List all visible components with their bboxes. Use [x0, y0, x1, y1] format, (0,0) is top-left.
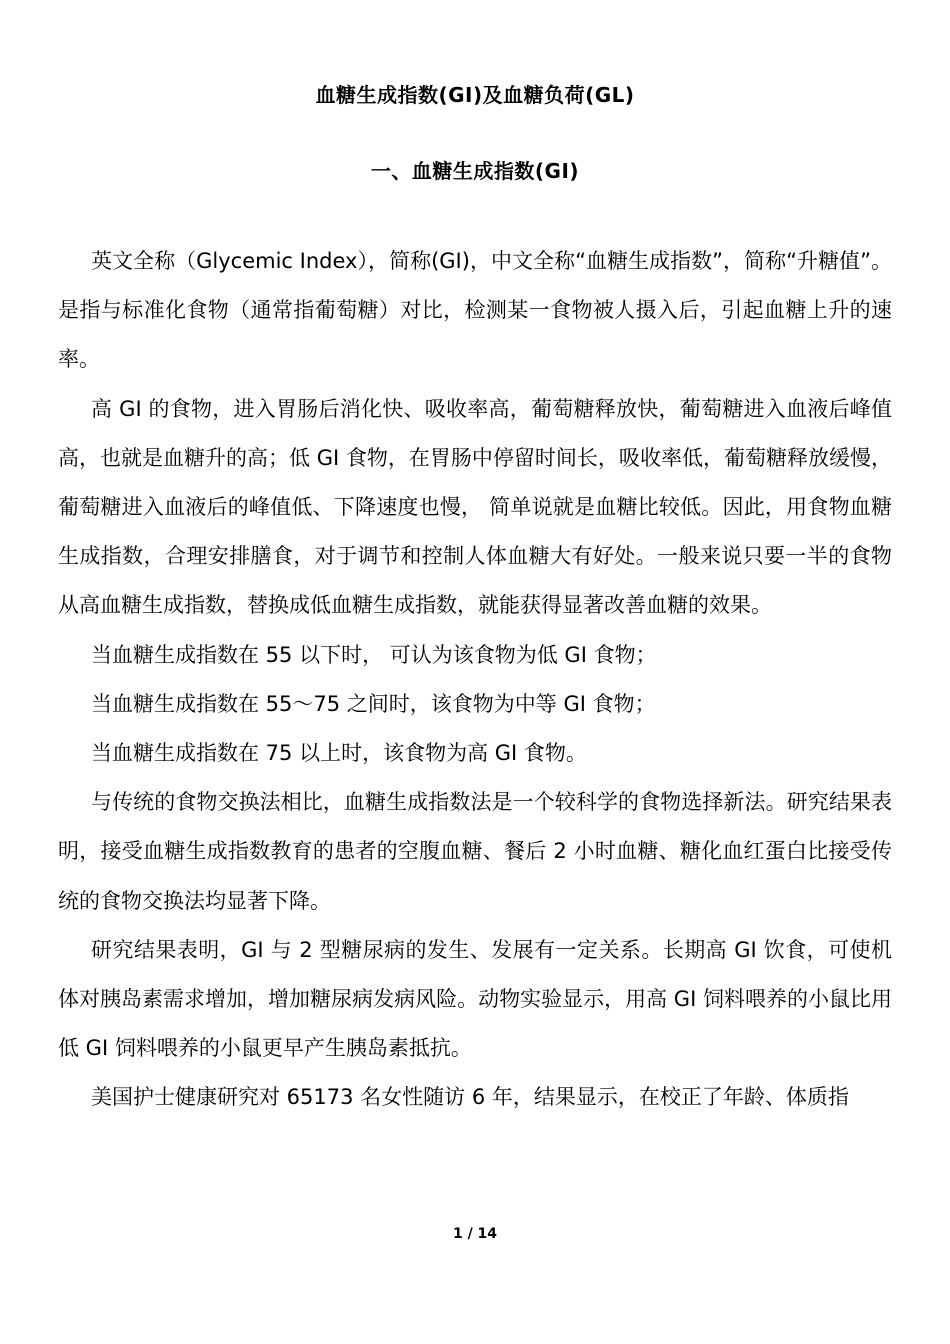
- paragraph-nurses-study: 美国护士健康研究对 65173 名女性随访 6 年，结果显示，在校正了年龄、体质指: [91, 1085, 849, 1110]
- paragraph-high-gi-threshold: 当血糖生成指数在 75 以上时，该食物为高 GI 食物。: [91, 741, 587, 766]
- paragraph-low-gi-threshold: 当血糖生成指数在 55 以下时， 可认为该食物为低 GI 食物；: [91, 642, 657, 667]
- paragraph-high-low-gi: 高 GI 的食物，进入胃肠后消化快、吸收率高，葡萄糖释放快，葡萄糖进入血液后峰值高，也就是血糖升的高；低 GI 食物，在胃肠中停留时间长，吸收率低，葡萄糖释放缓慢，葡萄糖进入血液后的峰值低、下降速度也慢， 简单说就是血糖比较低。因此，用食物血糖生成指数，合理安排膳食，对于调节和控制人体血糖大有好处。一般来说只要一半的食物从高血糖生成指数，替换成低血糖生成指数，就能获得显著改善血糖的效果。: [58, 396, 892, 618]
- paragraph-comparison: 与传统的食物交换法相比，血糖生成指数法是一个较科学的食物选择新法。研究结果表明，接受血糖生成指数教育的患者的空腹血糖、餐后 2 小时血糖、糖化血红蛋白比接受传统的食物交换法均显著下降。: [58, 790, 892, 913]
- document-title: 血糖生成指数(GI)及血糖负荷(GL): [315, 83, 635, 107]
- page-number: 1 / 14: [452, 1226, 498, 1242]
- paragraph-medium-gi-threshold: 当血糖生成指数在 55～75 之间时，该食物为中等 GI 食物；: [91, 691, 656, 716]
- paragraph-definition: 英文全称（Glycemic Index），简称(GI)，中文全称“血糖生成指数”，简称“升糖值”。是指与标准化食物（通常指葡萄糖）对比，检测某一食物被人摄入后，引起血糖上升的速率。: [58, 249, 892, 372]
- document-body: [58, 237, 892, 1123]
- section-heading: 一、血糖生成指数(GI): [370, 159, 580, 183]
- paragraph-diabetes-research: 研究结果表明，GI 与 2 型糖尿病的发生、发展有一定关系。长期高 GI 饮食，可使机体对胰岛素需求增加，增加糖尿病发病风险。动物实验显示，用高 GI 饲料喂养的小鼠比用低 GI 饲料喂养的小鼠更早产生胰岛素抵抗。: [58, 937, 892, 1061]
